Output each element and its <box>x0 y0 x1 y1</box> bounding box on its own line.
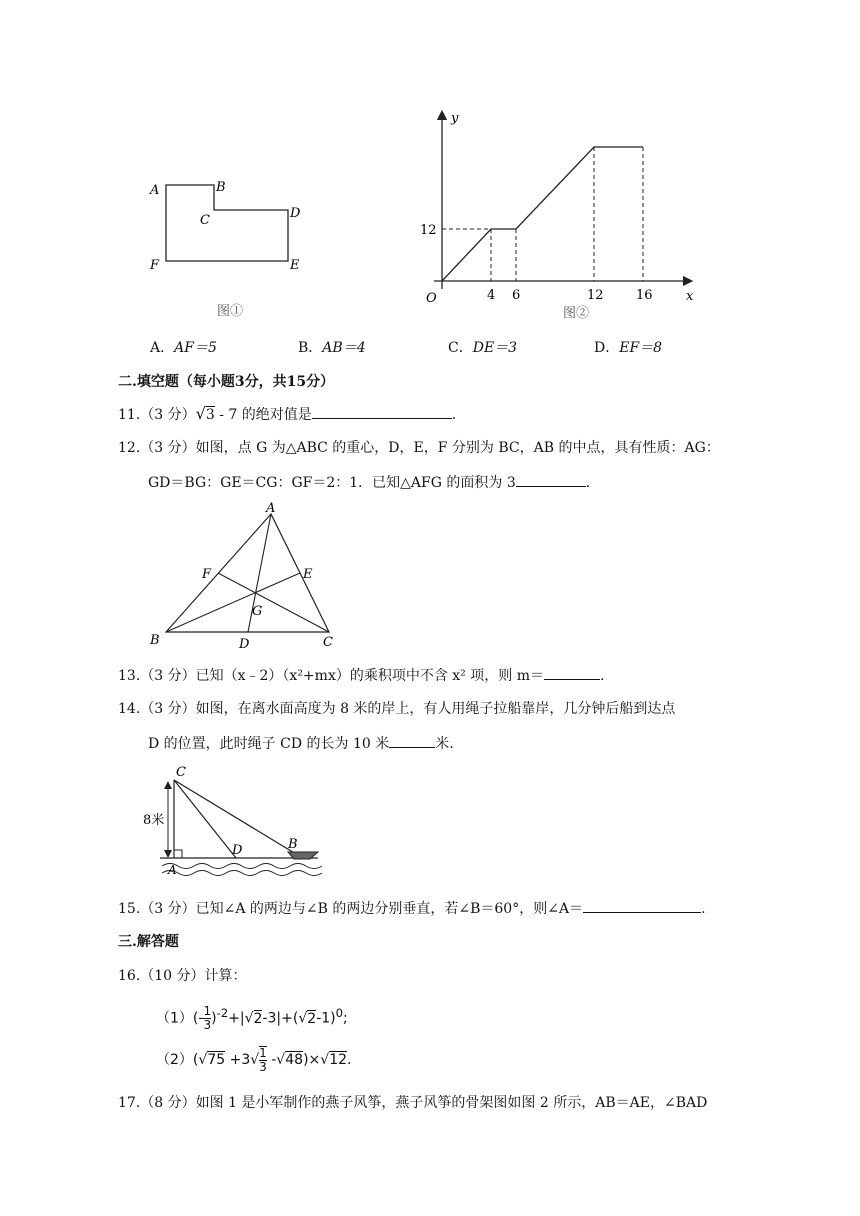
label-F: F <box>150 258 160 273</box>
median-be <box>166 573 300 632</box>
question-14-line2: D 的位置，此时绳子 CD 的长为 10 米 米. <box>148 733 454 754</box>
sqrt-radicand: 3 <box>205 407 215 423</box>
answer-blank-12[interactable] <box>516 472 586 487</box>
origin-label: O <box>426 291 437 306</box>
question-16-part1: （1）(- $\frac{1}{3}$ )$^{-2}+|√2-3|+(√2-1)^0$; <box>156 1004 348 1033</box>
question-16-title: 16.（10 分）计算： <box>118 968 247 984</box>
x-axis-label: x <box>686 289 694 304</box>
option-c: C．DE＝3 <box>448 340 518 356</box>
label-D: D <box>232 843 243 858</box>
question-16-part2: （2）(√75 +3√ $\frac{1}{3}$ -√48)×√12. <box>156 1046 352 1074</box>
sqrt-symbol: √ <box>195 404 206 423</box>
height-label: 8米 <box>143 813 165 828</box>
rope-cd <box>174 780 236 858</box>
section-3-heading: 三.解答题 <box>118 934 179 950</box>
option-d: D．EF＝8 <box>594 340 663 356</box>
answer-blank-13[interactable] <box>544 665 600 680</box>
question-14-line1: 14.（3 分）如图，在离水面高度为 8 米的岸上，有人用绳子拉船靠岸，几分钟后船到达点 <box>118 701 676 717</box>
section-2-heading: 二.填空题（每小题3分，共15分） <box>118 374 335 390</box>
label-B: B <box>216 180 226 195</box>
label-A: A <box>168 863 177 877</box>
graph-line <box>442 147 643 281</box>
label-A: A <box>266 501 276 516</box>
question-12-line1: 12.（3 分）如图，点 G 为△ABC 的重心，D，E，F 分别为 BC，AB 的中点，具有性质：AG： <box>118 440 720 456</box>
label-D: D <box>290 206 301 221</box>
answer-blank-15[interactable] <box>583 898 701 913</box>
figure-3 <box>140 500 360 655</box>
figure-1 <box>140 170 320 330</box>
question-15: 15.（3 分）已知∠A 的两边与∠B 的两边分别垂直，若∠B＝60°，则∠A＝ . <box>118 898 706 919</box>
label-C: C <box>323 635 333 650</box>
label-E: E <box>303 567 313 582</box>
option-b: B．AB＝4 <box>298 340 366 356</box>
label-A: A <box>150 183 160 198</box>
figure-2-caption: 图② <box>563 306 590 321</box>
x-tick-4: 4 <box>487 288 496 303</box>
label-E: E <box>290 258 300 273</box>
x-tick-12: 12 <box>587 288 604 303</box>
figure-1-caption: 图① <box>217 304 244 319</box>
option-a: A．AF＝5 <box>150 340 217 356</box>
question-11: 11.（3 分）√3 - 7 的绝对值是 . <box>118 404 457 423</box>
x-tick-16: 16 <box>636 288 653 303</box>
answer-blank-11[interactable] <box>312 404 452 419</box>
label-B: B <box>150 633 160 648</box>
label-G: G <box>252 604 263 619</box>
question-13: 13.（3 分）已知（x﹣2）（x²+mx）的乘积项中不含 x² 项，则 m＝ . <box>118 665 604 686</box>
x-tick-6: 6 <box>512 288 521 303</box>
polygon-shape <box>166 185 288 261</box>
y-tick-12: 12 <box>420 223 437 238</box>
figure-4 <box>140 762 350 882</box>
label-C: C <box>176 765 186 780</box>
label-B: B <box>288 837 298 852</box>
question-12-line2: GD＝BG：GE＝CG：GF＝2：1．已知△AFG 的面积为 3 . <box>148 472 590 493</box>
question-17: 17.（8 分）如图 1 是小军制作的燕子风筝，燕子风筝的骨架图如图 2 所示，AB＝AE，∠BAD <box>118 1095 708 1111</box>
waves <box>162 864 322 869</box>
y-axis-label: y <box>451 111 459 126</box>
figure-2 <box>410 105 710 330</box>
label-D: D <box>239 637 250 652</box>
answer-blank-14[interactable] <box>389 733 435 748</box>
right-angle-mark <box>174 850 182 858</box>
label-F: F <box>202 567 212 582</box>
label-C: C <box>200 213 210 228</box>
